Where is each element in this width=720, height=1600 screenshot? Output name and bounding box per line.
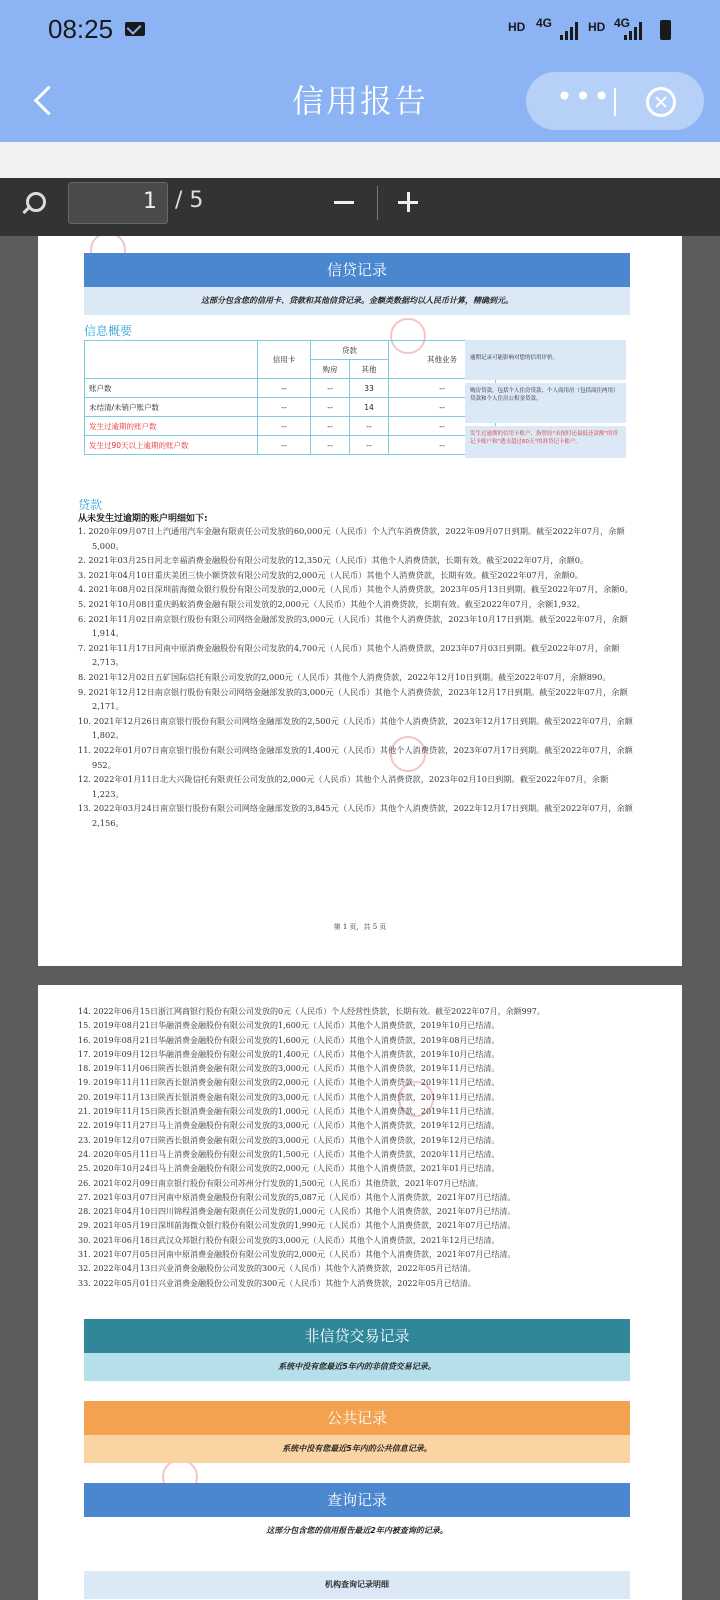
list-item: 11. 2022年01月07日南京银行股份有限公司网络金融部发放的1,400元（人民币）其他个人消费贷款，2023年07月17日到期。截至2022年07月，余额952。	[78, 744, 633, 770]
list-item: 30. 2021年06月18日武汉众邦银行股份有限公司发放的3,000元（人民币）其他个人消费贷款，2021年12月已结清。	[78, 1235, 500, 1245]
section-subtitle-inquiry: 这部分包含您的信用报告最近2年内被查询的记录。	[84, 1517, 630, 1545]
overview-notes	[465, 340, 626, 461]
page-footer: 第 1 页，共 5 页	[333, 923, 387, 931]
list-item: 13. 2022年03月24日南京银行股份有限公司网络金融部发放的3,845元（人民币）其他个人消费贷款，2022年12月17日到期。截至2022年07月，余额2,156。	[78, 803, 633, 828]
list-item: 10. 2021年12月26日南京银行股份有限公司网络金融部发放的2,500元（人民币）其他个人消费贷款，2023年12月17日到期。截至2022年07月，余额1,802。	[78, 715, 633, 741]
table-row	[85, 436, 496, 455]
list-item: 21. 2019年11月15日陕西长银消费金融有限公司发放的1,000元（人民币）其他个人消费贷款，2019年11月已结清。	[78, 1107, 500, 1117]
overview-title: 信息概要	[84, 324, 133, 338]
list-item: 16. 2019年08月21日华融消费金融股份有限公司发放的1,600元（人民币）其他个人消费贷款，2019年08月已结清。	[78, 1035, 500, 1045]
zoom-in-button[interactable]	[398, 192, 418, 212]
list-item: 5. 2021年10月08日重庆蚂蚁消费金融有限公司发放的2,000元（人民币）其他个人消费贷款，长期有效。截至2022年07月，余额1,932。	[78, 598, 585, 609]
table-row	[85, 379, 496, 398]
header-other: 其他	[350, 360, 389, 379]
toolbar-divider	[377, 186, 378, 220]
overview-table	[84, 340, 496, 455]
close-icon[interactable]	[646, 87, 676, 117]
search-icon[interactable]	[20, 190, 46, 216]
note-overdue: 逾期记录可能影响对您的信用评价。	[465, 340, 626, 380]
inquiry-table-title: 机构查询记录明细	[84, 1571, 630, 1599]
header-credit-card: 信用卡	[258, 341, 311, 379]
section-subtitle-public: 系统中没有您最近5年内的公共信息记录。	[84, 1435, 630, 1463]
list-item: 4. 2021年08月02日深圳前海微众银行股份有限公司发放的2,000元（人民币）其他个人消费贷款，2023年05月13日到期。截至2022年07月，余额0。	[78, 584, 633, 595]
page-title: 信用报告	[291, 82, 428, 120]
section-header-public: 公共记录	[84, 1401, 630, 1435]
list-item: 14. 2022年06月15日浙江网商银行股份有限公司发放的0元（人民币）个人经营性贷款，长期有效。截至2022年07月，余额997。	[78, 1007, 545, 1016]
pdf-page-2	[38, 985, 682, 1600]
loans-subtitle: 从未发生过逾期的账户明细如下:	[78, 514, 208, 524]
zoom-out-button[interactable]	[334, 201, 354, 204]
list-item: 33. 2022年05月01日兴业消费金融股份公司发放的300元（人民币）其他个人消费贷款，2022年05月已结清。	[78, 1278, 476, 1288]
section-header-credit: 信贷记录	[84, 253, 630, 287]
table-cell: --	[311, 417, 350, 436]
loans-title: 贷款	[78, 498, 103, 512]
list-item: 28. 2021年04月10日四川锦程消费金融有限责任公司发放的1,000元（人民币）其他个人消费贷款，2021年07月已结清。	[78, 1207, 516, 1217]
table-cell: --	[311, 379, 350, 398]
table-cell: --	[389, 417, 496, 436]
list-item: 6. 2021年11月02日南京银行股份有限公司网络金融部发放的3,000元（人民币）其他个人消费贷款，2023年10月17日到期。截至2022年07月，余额1,914。	[78, 613, 628, 639]
list-item: 20. 2019年11月13日陕西长银消费金融有限公司发放的3,000元（人民币）其他个人消费贷款，2019年11月已结清。	[78, 1092, 500, 1102]
table-row	[85, 398, 496, 417]
table-cell: --	[350, 436, 389, 455]
table-cell: --	[311, 436, 350, 455]
table-cell: --	[258, 436, 311, 455]
list-item: 17. 2019年09月12日华融消费金融股份有限公司发放的1,400元（人民币）其他个人消费贷款，2019年10月已结清。	[78, 1049, 500, 1059]
table-cell: --	[389, 436, 496, 455]
more-button[interactable]: •••	[556, 80, 612, 113]
list-item: 18. 2019年11月06日陕西长银消费金融有限公司发放的3,000元（人民币）其他个人消费贷款，2019年11月已结清。	[78, 1064, 500, 1074]
header-other-business: 其他业务	[389, 341, 496, 379]
list-item: 32. 2022年04月13日兴业消费金融股份公司发放的300元（人民币）其他个人消费贷款，2022年05月已结清。	[78, 1264, 476, 1274]
content-top-gap	[0, 142, 720, 178]
page-total: / 5	[175, 188, 204, 213]
list-item: 23. 2019年12月07日陕西长银消费金融有限公司发放的3,000元（人民币）其他个人消费贷款，2019年12月已结清。	[78, 1135, 500, 1145]
mail-icon	[125, 22, 145, 36]
section-header-inquiry: 查询记录	[84, 1483, 630, 1517]
row-label: 账户数	[85, 379, 258, 398]
list-item: 2. 2021年03月25日河北幸福消费金融股份有限公司发放的12,350元（人民币）其他个人消费贷款，长期有效。截至2022年07月，余额0。	[78, 555, 589, 566]
table-cell: --	[389, 379, 496, 398]
list-item: 27. 2021年03月07日河南中原消费金融股份有限公司发放的5,087元（人民币）其他个人消费贷款，2021年07月已结清。	[78, 1192, 516, 1202]
list-item: 12. 2022年01月11日北大兴陇信托有限责任公司发放的2,000元（人民币）其他个人消费贷款，2023年02月10日到期。截至2022年07月，余额1,223。	[78, 774, 609, 799]
list-item: 29. 2021年05月19日深圳前海微众银行股份有限公司发放的1,990元（人民币）其他个人消费贷款，2021年07月已结清。	[78, 1221, 516, 1231]
list-item: 22. 2019年11月27日马上消费金融股份有限公司发放的3,000元（人民币）其他个人消费贷款，2019年12月已结清。	[78, 1121, 500, 1131]
network-gen-indicator-2: 4G	[614, 16, 631, 30]
list-item: 9. 2021年12月12日南京银行股份有限公司网络金融部发放的3,000元（人民币）其他个人消费贷款，2023年12月17日到期。截至2022年07月，余额2,171。	[78, 686, 628, 712]
nav-bar	[0, 62, 720, 142]
list-item: 7. 2021年11月17日河南中原消费金融股份有限公司发放的4,700元（人民币）其他个人消费贷款，2023年07月03日到期。截至2022年07月，余额2,713。	[78, 642, 620, 668]
row-label: 发生过90天以上逾期的账户数	[85, 436, 258, 455]
table-cell: 33	[350, 379, 389, 398]
signal-icon	[560, 22, 582, 40]
battery-icon	[660, 20, 671, 40]
loan-list-page2	[78, 1005, 658, 1291]
table-cell: --	[258, 417, 311, 436]
network-gen-indicator: 4G	[536, 16, 553, 30]
pdf-toolbar	[0, 178, 720, 236]
row-label: 未结清/未销户账户数	[85, 398, 258, 417]
list-item: 26. 2021年02月09日南京银行股份有限公司苏州分行发放的1,500元（人民币）其他贷款，2021年07月已结清。	[78, 1178, 484, 1188]
table-cell: 14	[350, 398, 389, 417]
page-number-input[interactable]: 1	[68, 182, 168, 224]
table-cell: --	[311, 398, 350, 417]
list-item: 19. 2019年11月11日陕西长银消费金融有限公司发放的2,000元（人民币）其他个人消费贷款，2019年11月已结清。	[78, 1078, 500, 1088]
loan-list-page1	[78, 524, 634, 830]
clock: 08:25	[48, 14, 114, 44]
hd-indicator-2: HD	[588, 20, 606, 34]
table-row	[85, 417, 496, 436]
table-cell: --	[258, 398, 311, 417]
mini-program-capsule	[526, 72, 704, 130]
section-header-non-credit: 非信贷交易记录	[84, 1319, 630, 1353]
row-label: 发生过逾期的账户数	[85, 417, 258, 436]
capsule-divider	[614, 88, 616, 116]
list-item: 1. 2020年09月07日上汽通用汽车金融有限责任公司发放的60,000元（人民币）个人汽车消费贷款，2022年09月07日到期。截至2022年07月，余额5,000。	[78, 526, 625, 551]
table-cell: --	[350, 417, 389, 436]
table-cell: --	[389, 398, 496, 417]
section-subtitle-credit: 这部分包含您的信用卡、贷款和其他信贷记录。金额类数据均以人民币计算，精确到元。	[84, 287, 630, 315]
list-item: 25. 2020年10月24日马上消费金融股份有限公司发放的2,000元（人民币）其他个人消费贷款，2021年01月已结清。	[78, 1164, 500, 1174]
hd-indicator: HD	[508, 20, 526, 34]
status-bar	[0, 0, 720, 62]
table-corner	[85, 341, 258, 379]
signal-icon-2	[624, 22, 646, 40]
note-credit-card: 发生过逾期的信用卡账户，指曾经"未按时还最低还款额"的贷记卡账户和"透支超过60天"的准贷记卡账户。	[465, 426, 626, 458]
list-item: 3. 2021年04月10日重庆美团三快小额贷款有限公司发放的2,000元（人民币）其他个人消费贷款，长期有效。截至2022年07月，余额0。	[78, 569, 583, 580]
note-housing: 购房贷款，包括个人住房贷款、个人商用房（包括商住两用）贷款和个人住房公积金贷款。	[465, 383, 626, 423]
list-item: 8. 2021年12月02日五矿国际信托有限公司发放的2,000元（人民币）其他个人消费贷款，2022年12月10日到期。截至2022年07月，余额890。	[78, 671, 611, 682]
pdf-page-1	[38, 236, 682, 966]
section-subtitle-non-credit: 系统中没有您最近5年内的非信贷交易记录。	[84, 1353, 630, 1381]
list-item: 31. 2021年07月05日河南中原消费金融股份有限公司发放的2,000元（人民币）其他个人消费贷款，2021年07月已结清。	[78, 1250, 516, 1260]
header-housing: 购房	[311, 360, 350, 379]
list-item: 15. 2019年08月21日华融消费金融股份有限公司发放的1,600元（人民币）其他个人消费贷款，2019年10月已结清。	[78, 1021, 500, 1031]
header-loan: 贷款	[311, 341, 389, 360]
table-cell: --	[258, 379, 311, 398]
list-item: 24. 2020年05月11日马上消费金融股份有限公司发放的1,500元（人民币）其他个人消费贷款，2020年11月已结清。	[78, 1149, 500, 1159]
